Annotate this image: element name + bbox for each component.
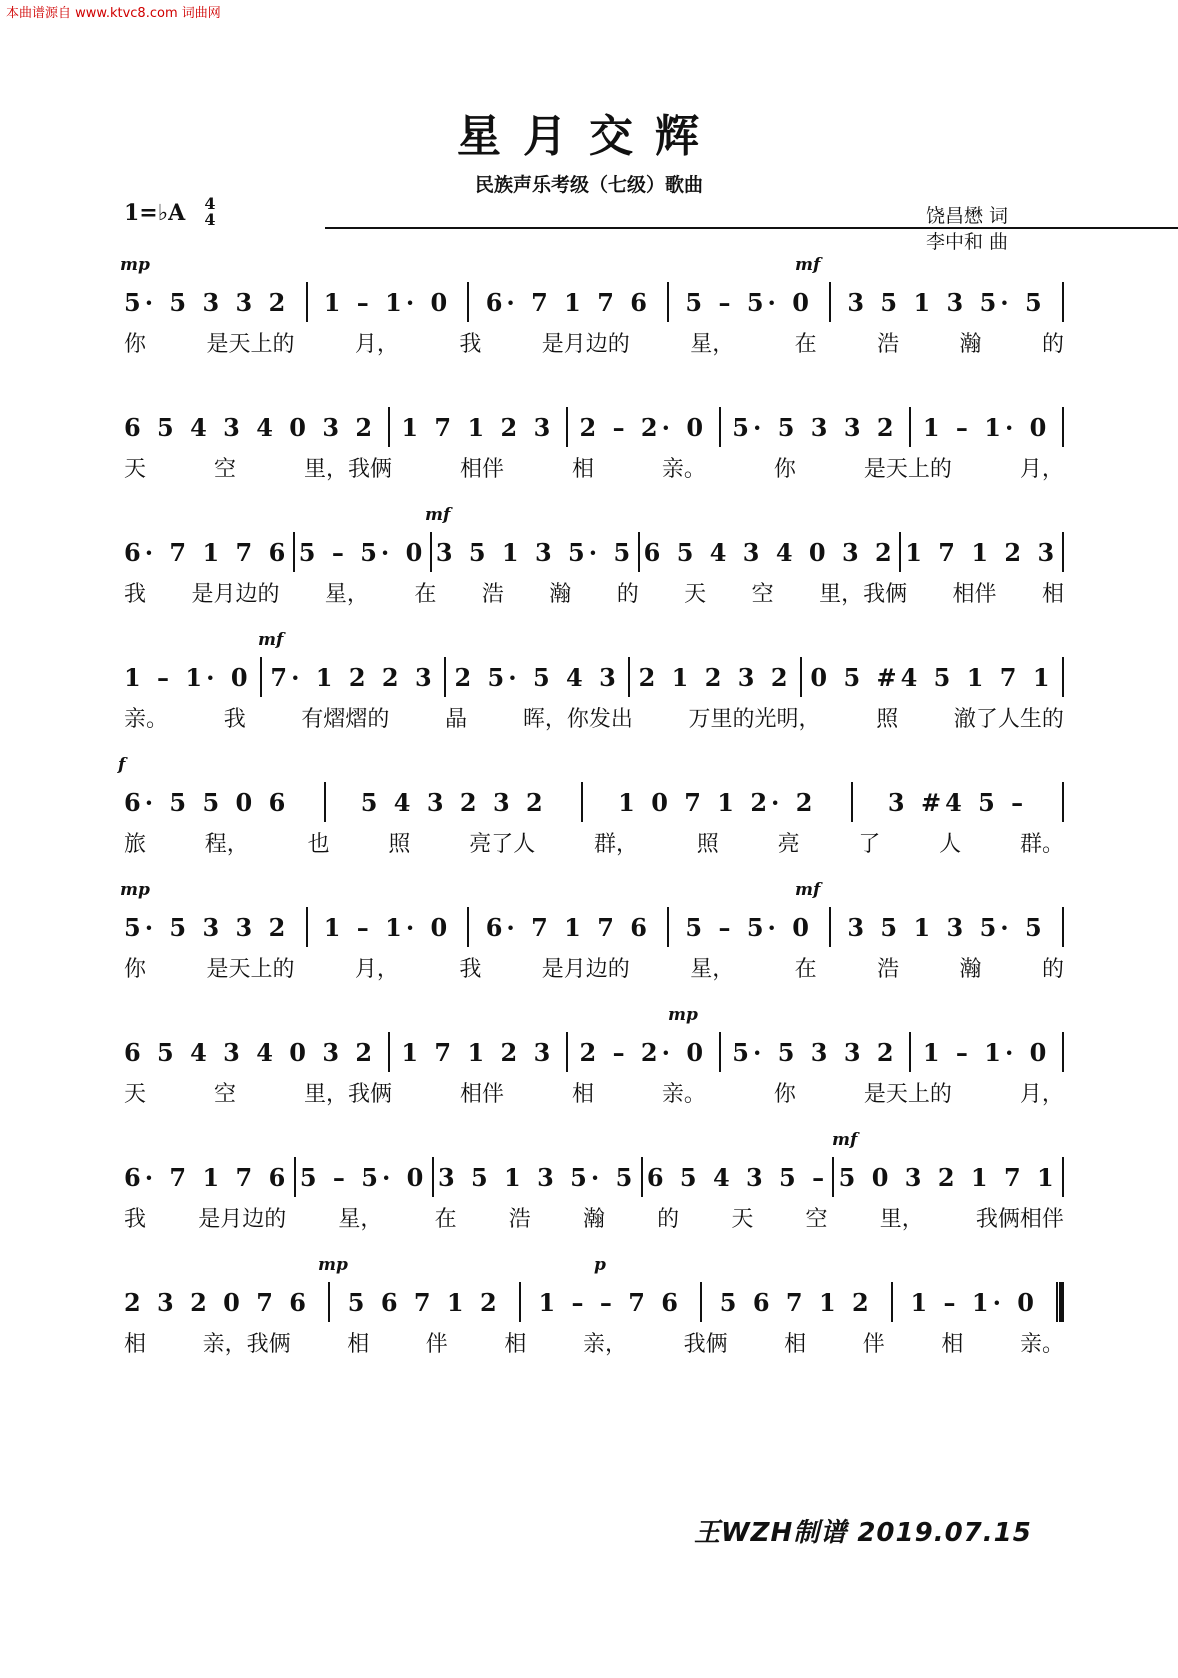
meter-top: 4 xyxy=(204,194,216,213)
lyric-word: 亲。 xyxy=(1019,1331,1064,1357)
barline xyxy=(432,1157,434,1197)
lyric-word: 晖，你发出 xyxy=(522,706,633,732)
lyric-word: 了 xyxy=(858,831,881,857)
lyric-word: 我 xyxy=(459,331,482,357)
lyric-word: 相 xyxy=(347,1331,370,1357)
lyricist: 饶昌懋 词 xyxy=(926,205,1009,227)
measure: 5 4 3 2 3 2 xyxy=(360,787,547,817)
barline xyxy=(851,782,853,822)
measure: 5 – 5· 0 xyxy=(685,912,813,942)
barline xyxy=(293,532,295,572)
barline xyxy=(829,907,831,947)
lyric-word: 亲，我俩 xyxy=(202,1331,291,1357)
final-barline xyxy=(1056,1282,1064,1322)
music-system xyxy=(0,630,1178,750)
measure: 5 – 5· 0 xyxy=(685,287,813,317)
notation-line xyxy=(124,1285,1064,1319)
dynamic-marking: mp xyxy=(120,255,150,275)
measure: 7· 1 2 2 3 xyxy=(270,662,436,692)
barline xyxy=(430,532,432,572)
lyric-line xyxy=(124,702,1064,732)
lyric-line xyxy=(124,1327,1064,1357)
barline xyxy=(1062,282,1064,322)
barline xyxy=(719,1032,721,1072)
barline xyxy=(829,282,831,322)
measure: 2 5· 5 4 3 xyxy=(454,662,620,692)
measure: 0 5 #4 5 1 7 1 xyxy=(810,662,1054,692)
barline xyxy=(1062,782,1064,822)
music-system xyxy=(0,380,1178,500)
lyric-word: 浩 xyxy=(877,956,900,982)
barline xyxy=(566,407,568,447)
lyric-word: 群， xyxy=(593,831,638,857)
lyric-word: 里， xyxy=(879,1206,924,1232)
music-system xyxy=(0,255,1178,375)
barline xyxy=(294,1157,296,1197)
barline xyxy=(1062,657,1064,697)
lyric-word: 旅 xyxy=(124,831,147,857)
key-signature: 1=♭A xyxy=(124,200,186,226)
lyric-word: 瀚 xyxy=(582,1206,605,1232)
lyric-word: 相 xyxy=(124,1331,147,1357)
measure: 2 – 2· 0 xyxy=(579,1037,708,1067)
barline xyxy=(832,1157,834,1197)
lyric-word: 亮 xyxy=(777,831,800,857)
lyric-word: 月， xyxy=(1019,1081,1064,1107)
lyric-line xyxy=(124,827,1064,857)
measure: 1 – 1· 0 xyxy=(910,1287,1039,1317)
measure: 1 7 1 2 3 xyxy=(905,537,1059,567)
lyric-word: 相伴 xyxy=(952,581,997,607)
barline xyxy=(1062,532,1064,572)
lyric-word: 是天上的 xyxy=(206,331,295,357)
notation-line xyxy=(124,910,1064,944)
lyric-word: 天 xyxy=(731,1206,754,1232)
barline xyxy=(1062,1157,1064,1197)
barline xyxy=(1062,907,1064,947)
barline xyxy=(628,657,630,697)
lyric-word: 是月边的 xyxy=(541,956,630,982)
measure: 3 5 1 3 5· 5 xyxy=(435,537,635,567)
barline xyxy=(581,782,583,822)
dynamic-marking: mp xyxy=(120,880,150,900)
barline xyxy=(566,1032,568,1072)
measure: 3 5 1 3 5· 5 xyxy=(847,912,1046,942)
measure: 5 6 7 1 2 xyxy=(719,1287,873,1317)
lyric-word: 是月边的 xyxy=(191,581,280,607)
measure: 1 – 1· 0 xyxy=(323,287,452,317)
lyric-word: 的 xyxy=(1041,331,1064,357)
lyric-word: 我 xyxy=(459,956,482,982)
barline xyxy=(306,907,308,947)
lyric-word: 照 xyxy=(388,831,411,857)
measure: 5 0 3 2 1 7 1 xyxy=(838,1162,1058,1192)
measure: 5· 5 3 3 2 xyxy=(124,912,290,942)
barline xyxy=(467,907,469,947)
lyric-word: 里，我俩 xyxy=(819,581,908,607)
lyric-line xyxy=(124,327,1064,357)
lyric-word: 我 xyxy=(124,1206,147,1232)
lyric-word: 群。 xyxy=(1019,831,1064,857)
lyric-word: 亲。 xyxy=(661,1081,706,1107)
barline xyxy=(899,532,901,572)
dynamic-marking: mf xyxy=(832,1130,858,1150)
measure: 2 3 2 0 7 6 xyxy=(124,1287,310,1317)
lyric-word: 程， xyxy=(204,831,249,857)
lyric-word: 相伴 xyxy=(459,1081,504,1107)
lyric-word: 天 xyxy=(684,581,707,607)
lyric-word: 亲。 xyxy=(661,456,706,482)
barline xyxy=(909,407,911,447)
lyric-word: 瀚 xyxy=(959,331,982,357)
time-signature xyxy=(201,196,219,228)
lyric-word: 相 xyxy=(941,1331,964,1357)
measure: 3 5 1 3 5· 5 xyxy=(437,1162,637,1192)
lyric-word: 相 xyxy=(784,1331,807,1357)
lyric-word: 伴 xyxy=(862,1331,885,1357)
measure: 3 5 1 3 5· 5 xyxy=(847,287,1046,317)
measure: 5 – 5· 0 xyxy=(299,1162,428,1192)
music-system xyxy=(0,755,1178,875)
lyric-word: 你 xyxy=(124,331,147,357)
lyric-word: 你 xyxy=(124,956,147,982)
lyric-word: 有熠熠的 xyxy=(301,706,390,732)
lyric-word: 是天上的 xyxy=(863,456,952,482)
barline xyxy=(444,657,446,697)
barline xyxy=(388,1032,390,1072)
dynamic-marking: mf xyxy=(795,880,821,900)
lyric-line xyxy=(124,952,1064,982)
lyric-word: 相 xyxy=(504,1331,527,1357)
lyric-word: 浩 xyxy=(481,581,504,607)
measure: 1 – 1· 0 xyxy=(323,912,452,942)
lyric-word: 照 xyxy=(696,831,719,857)
measure: 6· 7 1 7 6 xyxy=(485,912,651,942)
lyric-word: 星， xyxy=(338,1206,383,1232)
dynamic-marking: mp xyxy=(668,1005,698,1025)
lyric-word: 我俩 xyxy=(683,1331,728,1357)
notation-line xyxy=(124,1160,1064,1194)
lyric-line xyxy=(124,1077,1064,1107)
lyric-word: 浩 xyxy=(508,1206,531,1232)
barline xyxy=(328,1282,330,1322)
lyric-word: 在 xyxy=(794,956,817,982)
lyric-word: 晶 xyxy=(445,706,468,732)
measure: 2 1 2 3 2 xyxy=(638,662,792,692)
lyric-word: 浩 xyxy=(877,331,900,357)
lyric-word: 相伴 xyxy=(459,456,504,482)
music-system xyxy=(0,505,1178,625)
lyric-word: 天 xyxy=(124,456,147,482)
measure: 3 #4 5 – xyxy=(887,787,1028,817)
measure: 5 – 5· 0 xyxy=(298,537,427,567)
barline xyxy=(638,532,640,572)
lyric-word: 万里的光明， xyxy=(688,706,821,732)
lyric-word: 是月边的 xyxy=(198,1206,287,1232)
barline xyxy=(260,657,262,697)
measure: 1 – 1· 0 xyxy=(922,1037,1051,1067)
barline xyxy=(519,1282,521,1322)
measure: 6· 7 1 7 6 xyxy=(124,537,290,567)
barline xyxy=(1062,407,1064,447)
measure: 5 6 7 1 2 xyxy=(347,1287,501,1317)
notation-line xyxy=(124,410,1064,444)
barline xyxy=(800,657,802,697)
song-subtitle: 民族声乐考级（七级）歌曲 xyxy=(474,174,703,196)
lyric-word: 星， xyxy=(690,331,735,357)
lyric-word: 也 xyxy=(307,831,330,857)
measure: 5· 5 3 3 2 xyxy=(124,287,290,317)
lyric-word: 里，我俩 xyxy=(303,1081,392,1107)
notation-line xyxy=(124,285,1064,319)
lyric-word: 在 xyxy=(794,331,817,357)
barline xyxy=(324,782,326,822)
lyric-word: 你 xyxy=(773,456,796,482)
lyric-word: 相 xyxy=(571,456,594,482)
transcriber-signature: 王WZH制谱 2019.07.15 xyxy=(694,1518,1032,1548)
measure: 6 5 4 3 4 0 3 2 xyxy=(124,412,377,442)
composer: 李中和 曲 xyxy=(926,231,1009,253)
barline xyxy=(306,282,308,322)
credits xyxy=(926,203,1008,255)
notation-line xyxy=(124,1035,1064,1069)
lyric-word: 照 xyxy=(876,706,899,732)
measure: 6 5 4 3 4 0 3 2 xyxy=(124,1037,377,1067)
lyric-word: 澈了人生的 xyxy=(953,706,1064,732)
measure: 6· 5 5 0 6 xyxy=(124,787,290,817)
lyric-word: 星， xyxy=(690,956,735,982)
lyric-word: 相 xyxy=(571,1081,594,1107)
lyric-line xyxy=(124,452,1064,482)
measure: 1 7 1 2 3 xyxy=(401,412,555,442)
notation-line xyxy=(124,535,1064,569)
meter-bottom: 4 xyxy=(204,210,216,229)
lyric-word: 是天上的 xyxy=(863,1081,952,1107)
lyric-word: 在 xyxy=(414,581,437,607)
measure: 1 7 1 2 3 xyxy=(401,1037,555,1067)
notation-line xyxy=(124,785,1064,819)
lyric-word: 里，我俩 xyxy=(303,456,392,482)
lyric-word: 我俩相伴 xyxy=(975,1206,1064,1232)
barline xyxy=(719,407,721,447)
measure: 1 – 1· 0 xyxy=(922,412,1051,442)
song-title: 星月交辉 xyxy=(457,111,721,162)
barline xyxy=(667,282,669,322)
lyric-word: 空 xyxy=(805,1206,828,1232)
lyric-line xyxy=(124,577,1064,607)
lyric-word: 的 xyxy=(657,1206,680,1232)
dynamic-marking: p xyxy=(594,1255,606,1275)
measure: 6· 7 1 7 6 xyxy=(124,1162,290,1192)
measure: 1 – – 7 6 xyxy=(538,1287,682,1317)
notation-line xyxy=(124,660,1064,694)
music-system xyxy=(0,880,1178,1000)
measure: 2 – 2· 0 xyxy=(579,412,708,442)
music-system xyxy=(0,1130,1178,1250)
barline xyxy=(667,907,669,947)
dynamic-marking: mf xyxy=(258,630,284,650)
measure: 6· 7 1 7 6 xyxy=(485,287,651,317)
lyric-word: 天 xyxy=(124,1081,147,1107)
lyric-word: 月， xyxy=(354,956,399,982)
barline xyxy=(891,1282,893,1322)
lyric-word: 亲， xyxy=(582,1331,627,1357)
barline xyxy=(909,1032,911,1072)
barline xyxy=(700,1282,702,1322)
measure: 1 – 1· 0 xyxy=(124,662,252,692)
lyric-word: 瀚 xyxy=(549,581,572,607)
barline xyxy=(467,282,469,322)
lyric-word: 月， xyxy=(354,331,399,357)
dynamic-marking: mf xyxy=(425,505,451,525)
measure: 5· 5 3 3 2 xyxy=(732,1037,898,1067)
lyric-word: 你 xyxy=(773,1081,796,1107)
lyric-word: 是天上的 xyxy=(206,956,295,982)
measure: 6 5 4 3 5 – xyxy=(646,1162,829,1192)
watermark: 本曲谱源自 www.ktvc8.com 词曲网 xyxy=(6,6,221,21)
measure: 5· 5 3 3 2 xyxy=(732,412,898,442)
music-system xyxy=(0,1005,1178,1125)
measure: 6 5 4 3 4 0 3 2 xyxy=(643,537,896,567)
lyric-word: 空 xyxy=(213,1081,236,1107)
lyric-word: 星， xyxy=(324,581,369,607)
barline xyxy=(641,1157,643,1197)
barline xyxy=(388,407,390,447)
lyric-word: 的 xyxy=(616,581,639,607)
lyric-word: 在 xyxy=(434,1206,457,1232)
lyric-word: 伴 xyxy=(425,1331,448,1357)
measure: 1 0 7 1 2· 2 xyxy=(618,787,817,817)
music-system xyxy=(0,1255,1178,1375)
dynamic-marking: f xyxy=(118,755,126,775)
lyric-line xyxy=(124,1202,1064,1232)
dynamic-marking: mf xyxy=(795,255,821,275)
lyric-word: 空 xyxy=(751,581,774,607)
barline xyxy=(1062,1032,1064,1072)
lyric-word: 瀚 xyxy=(959,956,982,982)
lyric-word: 空 xyxy=(213,456,236,482)
lyric-word: 是月边的 xyxy=(541,331,630,357)
lyric-word: 亲。 xyxy=(124,706,169,732)
lyric-word: 人 xyxy=(939,831,962,857)
lyric-word: 月， xyxy=(1019,456,1064,482)
lyric-word: 相 xyxy=(1041,581,1064,607)
lyric-word: 的 xyxy=(1041,956,1064,982)
lyric-word: 我 xyxy=(124,581,147,607)
dynamic-marking: mp xyxy=(318,1255,348,1275)
lyric-word: 亮了人 xyxy=(469,831,536,857)
lyric-word: 我 xyxy=(223,706,246,732)
